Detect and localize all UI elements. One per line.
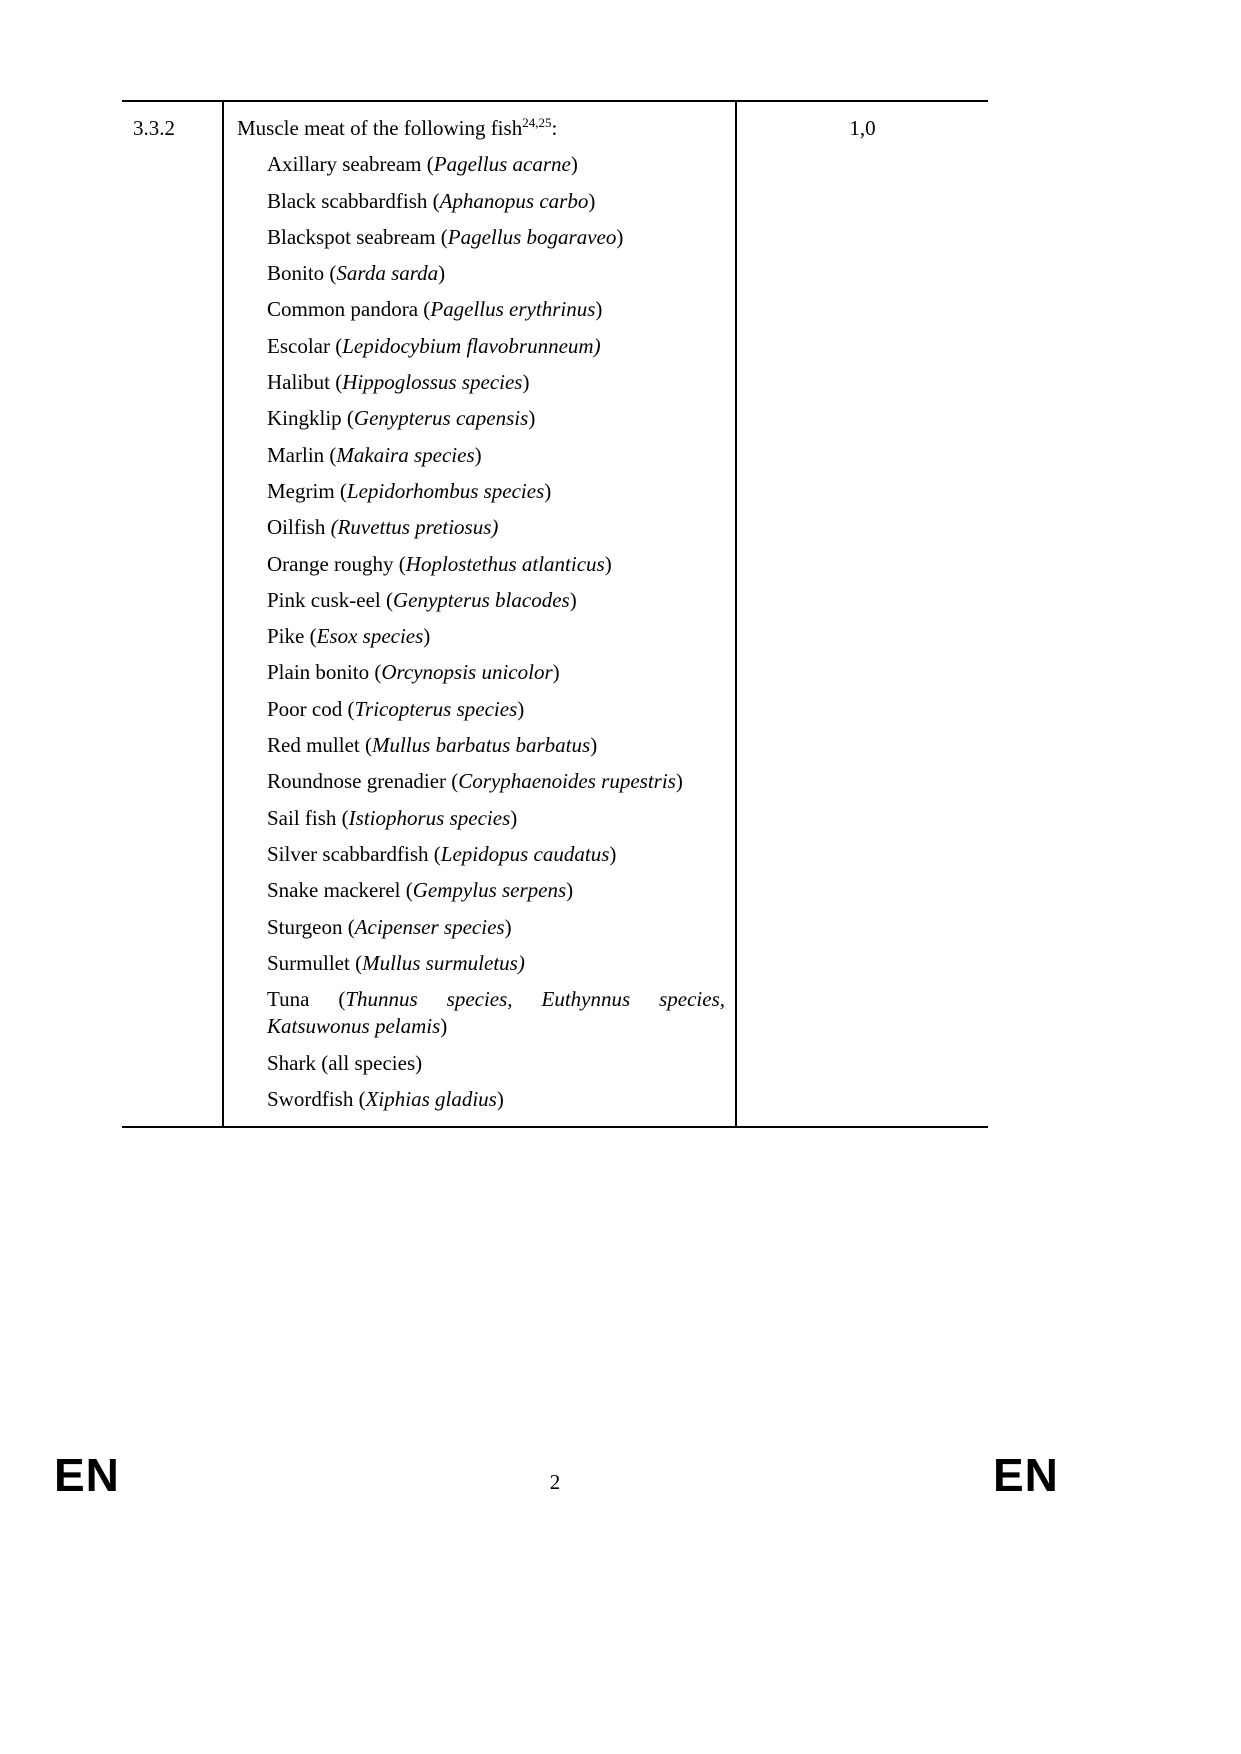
fish-list: [237, 151, 725, 1113]
fish-common-name: Poor cod (: [267, 696, 355, 721]
fish-scientific-name: Makaira species: [336, 442, 475, 467]
fish-common-name: Roundnose grenadier (: [267, 769, 459, 794]
fish-item: [267, 950, 725, 977]
fish-item: [267, 877, 725, 904]
fish-name-suffix: ): [552, 660, 560, 685]
footer-language-left: EN: [54, 1449, 120, 1501]
fish-scientific-name: Sarda sarda: [336, 261, 439, 286]
fish-item: [267, 659, 725, 686]
fish-common-name: Red mullet (: [267, 733, 372, 758]
fish-name-suffix: ): [504, 914, 512, 939]
fish-item: [267, 296, 725, 323]
fish-common-name: Shark (all species): [267, 1050, 423, 1075]
fish-scientific-name: Orcynopsis unicolor: [381, 660, 553, 685]
fish-item: [267, 914, 725, 941]
fish-item: [267, 260, 725, 287]
fish-common-name: Bonito (: [267, 261, 337, 286]
fish-item: [267, 1086, 725, 1113]
fish-item: [267, 768, 725, 795]
fish-scientific-name: Genypterus blacodes: [392, 587, 570, 612]
fish-scientific-name: Aphanopus carbo: [439, 188, 589, 213]
fish-name-suffix: ): [609, 841, 617, 866]
fish-common-name: Black scabbardfish (: [267, 188, 440, 213]
fish-item: [267, 405, 725, 432]
row-id-cell: [122, 102, 222, 1126]
fish-common-name: Oilfish: [267, 515, 331, 540]
fish-scientific-name: Pagellus erythrinus: [430, 297, 596, 322]
fish-item: [267, 514, 725, 541]
fish-name-suffix: ): [595, 297, 603, 322]
fish-common-name: Sturgeon (: [267, 914, 355, 939]
fish-scientific-name: Hoplostethus atlanticus: [405, 551, 605, 576]
fish-name-suffix: ): [570, 152, 578, 177]
fish-scientific-name: Lepidorhombus species: [346, 478, 545, 503]
fish-name-suffix: ): [566, 878, 574, 903]
fish-common-name: Megrim (: [267, 478, 347, 503]
fish-scientific-name: Lepidocybium flavobrunneum): [342, 333, 601, 358]
fish-scientific-name: Lepidopus caudatus: [440, 841, 610, 866]
row-header-text: Muscle meat of the following fish: [237, 116, 523, 140]
fish-name-suffix: ): [675, 769, 683, 794]
fish-item: [267, 151, 725, 178]
fish-name-suffix: ): [604, 551, 612, 576]
fish-common-name: Sail fish (: [267, 805, 349, 830]
row-header-suffix: :: [551, 116, 558, 140]
fish-name-suffix: ): [440, 1014, 448, 1039]
fish-item: [267, 623, 725, 650]
fish-item: [267, 333, 725, 360]
fish-name-suffix: ): [438, 261, 446, 286]
fish-scientific-name: Tricopterus species: [354, 696, 518, 721]
limits-table: [122, 100, 988, 1128]
footer-language-right: EN: [993, 1449, 1059, 1501]
fish-scientific-name: Gempylus serpens: [412, 878, 567, 903]
fish-common-name: Plain bonito (: [267, 660, 382, 685]
fish-scientific-name: Xiphias gladius: [365, 1087, 497, 1112]
fish-name-suffix: ): [474, 442, 482, 467]
limit-cell: [737, 102, 988, 1126]
fish-item: [267, 224, 725, 251]
fish-scientific-name: (Ruvettus pretiosus): [330, 515, 499, 540]
fish-common-name: Snake mackerel (: [267, 878, 413, 903]
fish-item: [267, 551, 725, 578]
fish-item: [267, 478, 725, 505]
fish-item: [267, 442, 725, 469]
fish-item: [267, 986, 725, 1041]
fish-name-suffix: ): [510, 805, 518, 830]
fish-name-suffix: ): [569, 587, 577, 612]
fish-item: [267, 1050, 725, 1077]
page-number: 2: [549, 1470, 561, 1494]
fish-scientific-name: Mullus surmuletus): [362, 950, 525, 975]
limit-value: 1,0: [849, 116, 876, 140]
fish-item: [267, 369, 725, 396]
row-header: [237, 115, 725, 142]
fish-name-suffix: ): [522, 370, 530, 395]
fish-scientific-name: Acipenser species: [354, 914, 505, 939]
fish-scientific-name: Genypterus capensis: [353, 406, 529, 431]
fish-scientific-name: Mullus barbatus barbatus: [371, 733, 591, 758]
fish-name-suffix: ): [590, 733, 598, 758]
fish-name-suffix: ): [496, 1087, 504, 1112]
fish-common-name: Halibut (: [267, 370, 343, 395]
fish-item: [267, 696, 725, 723]
fish-item: [267, 805, 725, 832]
fish-item: [267, 188, 725, 215]
fish-common-name: Kingklip (: [267, 406, 354, 431]
fish-scientific-name: Istiophorus species: [348, 805, 511, 830]
footnote-reference: 24,25: [522, 115, 552, 130]
fish-common-name: Orange roughy (: [267, 551, 406, 576]
foodstuff-cell: [222, 102, 737, 1126]
row-id: 3.3.2: [133, 116, 175, 140]
fish-common-name: Surmullet (: [267, 950, 363, 975]
fish-name-suffix: ): [528, 406, 536, 431]
fish-name-suffix: ): [588, 188, 596, 213]
fish-common-name: Silver scabbardfish (: [267, 841, 441, 866]
fish-scientific-name: Thunnus species, Euthynnus species, Katsuwonus pelamis: [267, 987, 725, 1039]
fish-common-name: Escolar (: [267, 333, 343, 358]
fish-item: [267, 841, 725, 868]
fish-scientific-name: Hippoglossus species: [342, 370, 523, 395]
fish-common-name: Common pandora (: [267, 297, 431, 322]
fish-name-suffix: ): [423, 624, 431, 649]
fish-scientific-name: Pagellus acarne: [433, 152, 571, 177]
fish-common-name: Tuna (: [267, 987, 346, 1012]
fish-name-suffix: ): [616, 224, 624, 249]
fish-common-name: Swordfish (: [267, 1087, 366, 1112]
fish-common-name: Blackspot seabream (: [267, 224, 448, 249]
fish-item: [267, 732, 725, 759]
fish-common-name: Marlin (: [267, 442, 337, 467]
fish-common-name: Pike (: [267, 624, 317, 649]
fish-item: [267, 587, 725, 614]
fish-common-name: Axillary seabream (: [267, 152, 434, 177]
fish-scientific-name: Esox species: [316, 624, 424, 649]
fish-common-name: Pink cusk-eel (: [267, 587, 393, 612]
fish-name-suffix: ): [544, 478, 552, 503]
fish-name-suffix: ): [517, 696, 525, 721]
fish-scientific-name: Coryphaenoides rupestris: [458, 769, 676, 794]
fish-scientific-name: Pagellus bogaraveo: [447, 224, 617, 249]
